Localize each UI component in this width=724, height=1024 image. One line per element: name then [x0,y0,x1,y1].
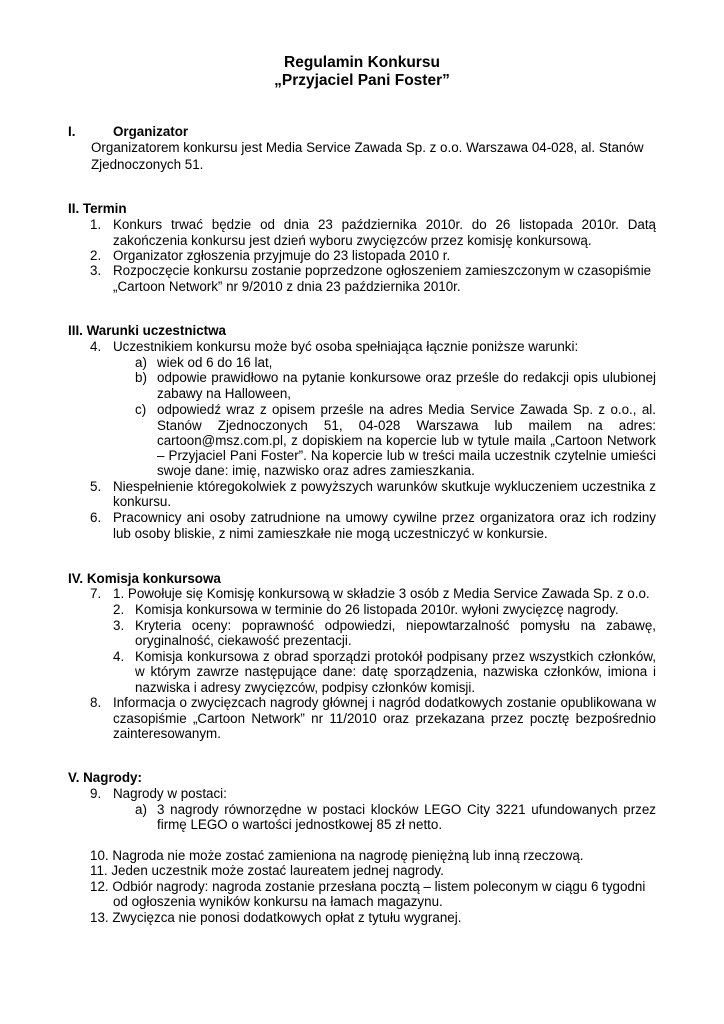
section-2-heading: II. Termin [68,201,127,216]
list-number: 7. [90,586,102,601]
list-number: 2. [90,248,102,263]
list-item-text: Informacja o zwycięzcach nagrody głównej i nagród dodatkowych zostanie opublikowana w [113,695,656,710]
sublist-item-text: 3 nagrody równorzędne w postaci klocków LEGO City 3221 ufundowanych przez [157,802,656,817]
sublist-item-text: – Przyjaciel Pani Foster”. Na kopercie lub w treści maila uczestnik czytelnie umieści [157,448,656,463]
sublist-item-text: odpowie prawidłowo na pytanie konkursowe oraz prześle do redakcji opis ulubionej [157,370,656,385]
list-item-text: Nagrody w postaci: [113,786,227,801]
list-item-text: zainteresowanym. [113,726,221,741]
sublist-letter: a) [135,802,147,817]
list-number: 1. [90,217,102,232]
list-item-text: od ogłoszenia wyników konkursu na łamach magazynu. [113,894,443,909]
list-item-text: 1. Powołuje się Komisję konkursową w składzie 3 osób z Media Service Zawada Sp. z o.o. [113,586,650,601]
list-item-text: Uczestnikiem konkursu może być osoba spełniająca łącznie poniższe warunki: [113,339,579,354]
list-item-text: Rozpoczęcie konkursu zostanie poprzedzone ogłoszeniem zamieszczonym w czasopiśmie [113,263,652,278]
list-item-text: Organizator zgłoszenia przyjmuje do 23 listopada 2010 r. [113,248,451,263]
list-number: 5. [90,479,102,494]
list-item-text: 10. Nagroda nie może zostać zamieniona na nagrodę pieniężną lub inną rzeczową. [90,848,584,863]
sublist-item-text: odpowiedź wraz z opisem prześle na adres Media Service Zawada Sp. z o.o., al. [157,402,656,417]
list-item-text: czasopiśmie „Cartoon Network” nr 11/2010 oraz przekazana przez pocztę bezpośrednio [113,711,656,726]
sublist-number: 3. [113,618,125,633]
list-number: 3. [90,263,102,278]
list-item-text: Pracownicy ani osoby zatrudnione na umowy cywilne przez organizatora oraz ich rodziny [113,510,656,525]
sublist-item-text: Kryteria oceny: poprawność odpowiedzi, niepowtarzalność pomysłu na zabawę, [135,618,656,633]
sublist-letter: c) [135,402,147,417]
list-item-text: 12. Odbiór nagrody: nagroda zostanie przesłana pocztą – listem poleconym w ciągu 6 tygodni [90,879,646,894]
sublist-item-text: swoje dane: imię, nazwisko oraz adres zamieszkania. [157,463,475,478]
sublist-item-text: w którym zawrze następujące dane: datę sporządzenia, nazwiska członków, imiona i [135,664,656,679]
list-number: 9. [90,786,102,801]
section-1-text: Zjednoczonych 51. [91,157,204,172]
sublist-number: 4. [113,649,125,664]
list-item-text: 13. Zwycięzca nie ponosi dodatkowych opłat z tytułu wygranej. [90,910,462,925]
list-item-text: zakończenia konkursu jest dzień wyboru zwycięzców przez komisję konkursową. [113,233,592,248]
section-1-number: I. [68,124,76,139]
sublist-item-text: wiek od 6 do 16 lat, [157,355,273,370]
sublist-item-text: Komisja konkursowa z obrad sporządzi protokół podpisany przez wszystkich członków, [135,649,656,664]
sublist-item-text: nazwiska i adresy zwycięzców, podpisy członków komisji. [135,680,476,695]
section-1-text: Organizatorem konkursu jest Media Service Zawada Sp. z o.o. Warszawa 04-028, al. Stanów [91,140,644,155]
sublist-item-text: zabawy na Halloween, [157,386,291,401]
document-title: Regulamin Konkursu [284,54,440,71]
section-4-heading: IV. Komisja konkursowa [68,571,221,586]
sublist-letter: a) [135,355,147,370]
document-subtitle: „Przyjaciel Pani Foster” [274,72,450,89]
list-item-text: Niespełnienie któregokolwiek z powyższych warunków skutkuje wykluczeniem uczestnika z [113,479,656,494]
list-item-text: lub osoby bliskie, z nimi zamieszkałe nie mogą uczestniczyć w konkursie. [113,526,548,541]
section-1-heading: Organizator [113,124,189,139]
list-item-text: 11. Jeden uczestnik może zostać laureatem jednej nagrody. [90,863,444,878]
sublist-item-text: Komisja konkursowa w terminie do 26 listopada 2010r. wyłoni zwycięzcę nagrody. [135,602,619,617]
section-3-heading: III. Warunki uczestnictwa [68,323,226,338]
sublist-item-text: firmę LEGO o wartości jednostkowej 85 zł netto. [157,817,443,832]
sublist-item-text: Stanów Zjednoczonych 51, 04-028 Warszawa lub mailem na adres: [157,418,656,433]
section-5-heading: V. Nagrody: [68,770,142,785]
list-number: 4. [90,339,102,354]
sublist-letter: b) [135,370,147,385]
sublist-item-text: oryginalność, ciekawość prezentacji. [135,633,352,648]
list-item-text: „Cartoon Network” nr 9/2010 z dnia 23 października 2010r. [113,279,461,294]
list-number: 8. [90,695,102,710]
list-item-text: Konkurs trwać będzie od dnia 23 października 2010r. do 26 listopada 2010r. Datą [113,217,656,232]
sublist-item-text: cartoon@msz.com.pl, z dopiskiem na kopercie lub w tytule maila „Cartoon Network [157,433,656,448]
list-item-text: konkursu. [113,494,172,509]
sublist-number: 2. [113,602,125,617]
list-number: 6. [90,510,102,525]
